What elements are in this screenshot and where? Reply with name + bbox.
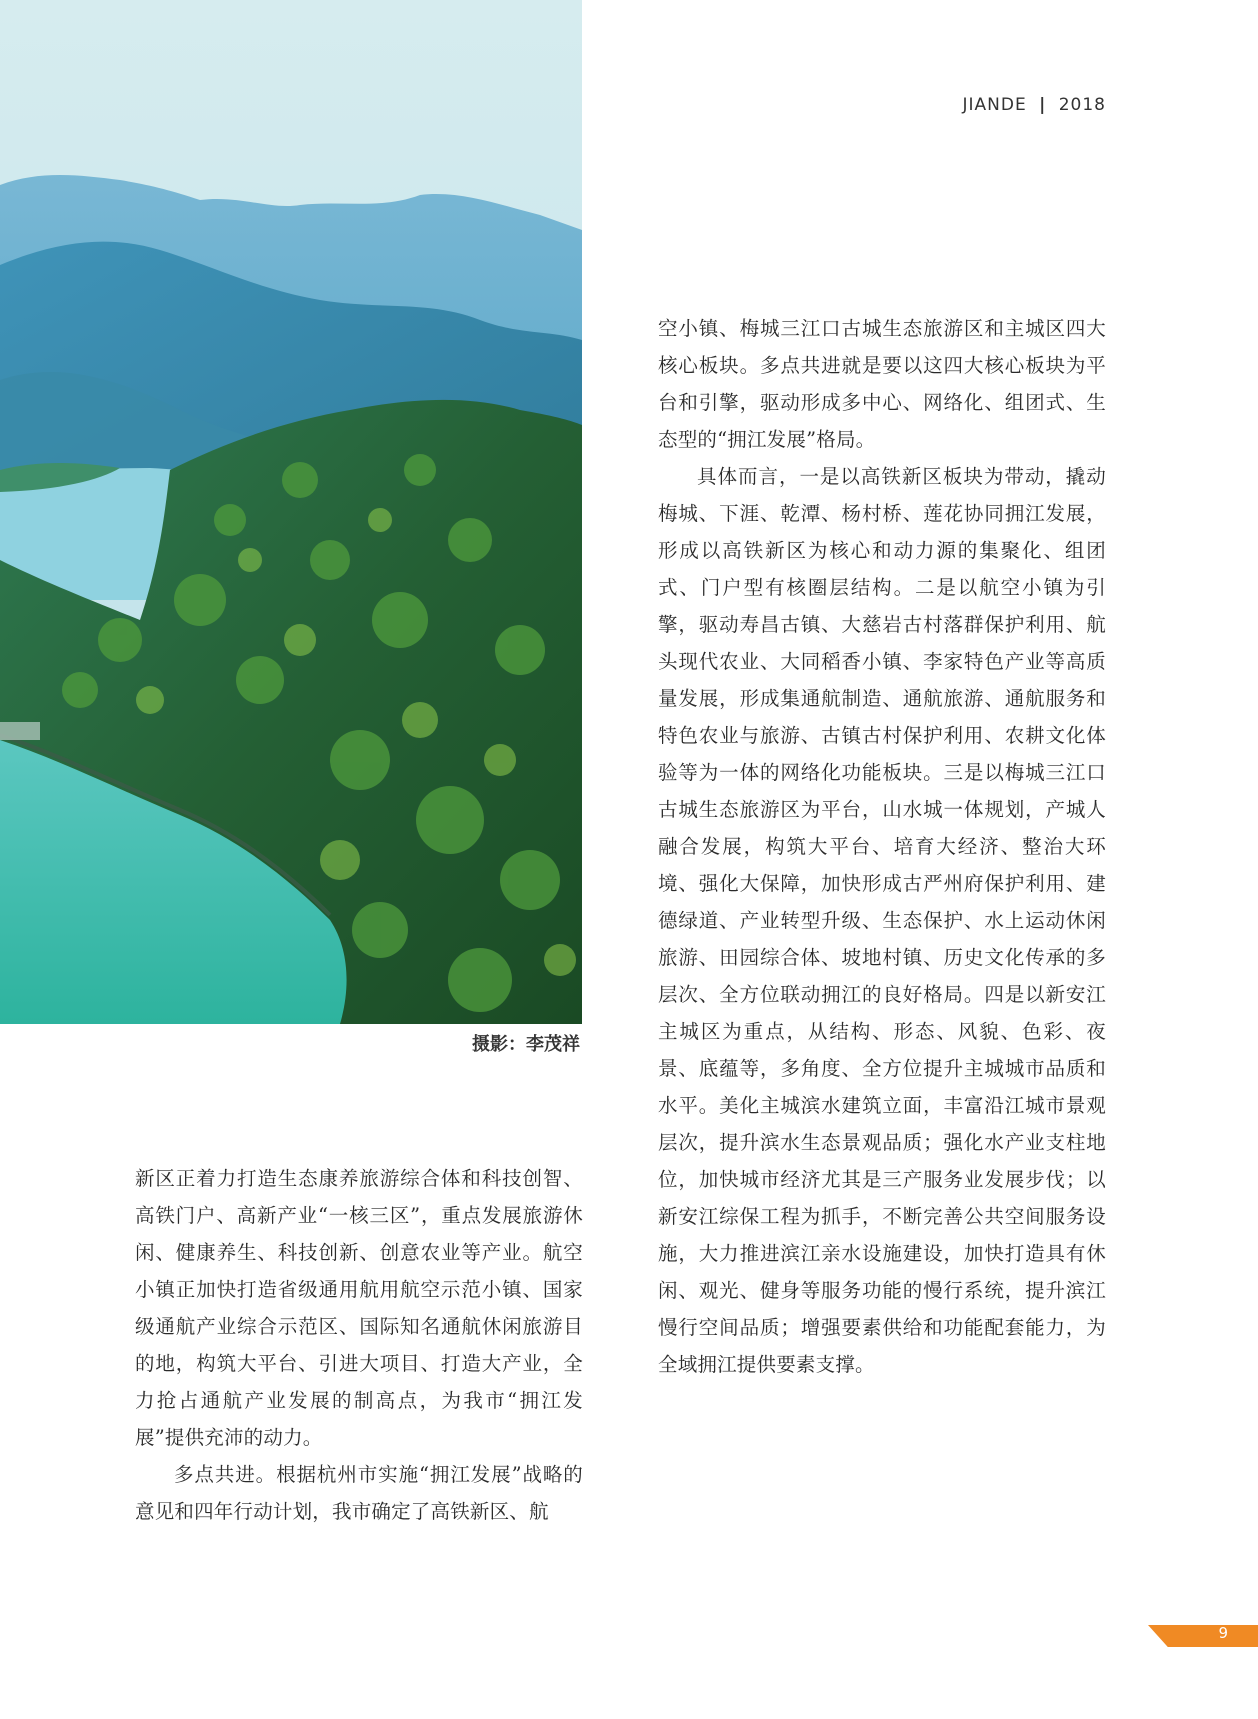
photo-credit: 摄影：李茂祥 — [472, 1034, 580, 1055]
right-text-column — [658, 310, 1106, 1383]
header-year: 2018 — [1058, 95, 1106, 115]
right-paragraph-1: 空小镇、梅城三江口古城生态旅游区和主城区四大核心板块。多点共进就是要以这四大核心板块为平台和引擎，驱动形成多中心、网络化、组团式、生态型的“拥江发展”格局。 — [658, 317, 1106, 451]
left-paragraph-1: 新区正着力打造生态康养旅游综合体和科技创智、高铁门户、高新产业“一核三区”，重点发展旅游休闲、健康养生、科技创新、创意农业等产业。航空小镇正加快打造省级通用航用航空示范小镇、国家级通航产业综合示范区、国际知名通航休闲旅游目的地，构筑大平台、引进大项目、打造大产业，全力抢占通航产业发展的制高点，为我市“拥江发展”提供充沛的动力。 — [135, 1167, 583, 1449]
page-number: 9 — [1218, 1624, 1228, 1642]
landscape-photo — [0, 0, 582, 1024]
left-paragraph-2: 多点共进。根据杭州市实施“拥江发展”战略的意见和四年行动计划，我市确定了高铁新区、航 — [135, 1463, 583, 1523]
magazine-header — [962, 95, 1106, 115]
header-brand: JIANDE — [962, 95, 1027, 115]
right-paragraph-2: 具体而言，一是以高铁新区板块为带动，撬动梅城、下涯、乾潭、杨村桥、莲花协同拥江发展，形成以高铁新区为核心和动力源的集聚化、组团式、门户型有核圈层结构。二是以航空小镇为引擎，驱动寿昌古镇、大慈岩古村落群保护利用、航头现代农业、大同稻香小镇、李家特色产业等高质量发展，形成集通航制造、通航旅游、通航服务和特色农业与旅游、古镇古村保护利用、农耕文化体验等为一体的网络化功能板块。三是以梅城三江口古城生态旅游区为平台，山水城一体规划，产城人融合发展，构筑大平台、培育大经济、整治大环境、强化大保障，加快形成古严州府保护利用、建德绿道、产业转型升级、生态保护、水上运动休闲旅游、田园综合体、坡地村镇、历史文化传承的多层次、全方位联动拥江的良好格局。四是以新安江主城区为重点，从结构、形态、风貌、色彩、夜景、底蕴等，多角度、全方位提升主城城市品质和水平。美化主城滨水建筑立面，丰富沿江城市景观层次，提升滨水生态景观品质；强化水产业支柱地位，加快城市经济尤其是三产服务业发展步伐；以新安江综保工程为抓手，不断完善公共空间服务设施，大力推进滨江亲水设施建设，加快打造具有休闲、观光、健身等服务功能的慢行系统，提升滨江慢行空间品质；增强要素供给和功能配套能力，为全域拥江提供要素支撑。 — [658, 465, 1106, 1376]
left-text-column — [135, 1160, 583, 1530]
page-number-tab — [1148, 1625, 1258, 1647]
header-separator: | — [1039, 95, 1047, 115]
mountain-lake-image — [0, 0, 582, 1024]
